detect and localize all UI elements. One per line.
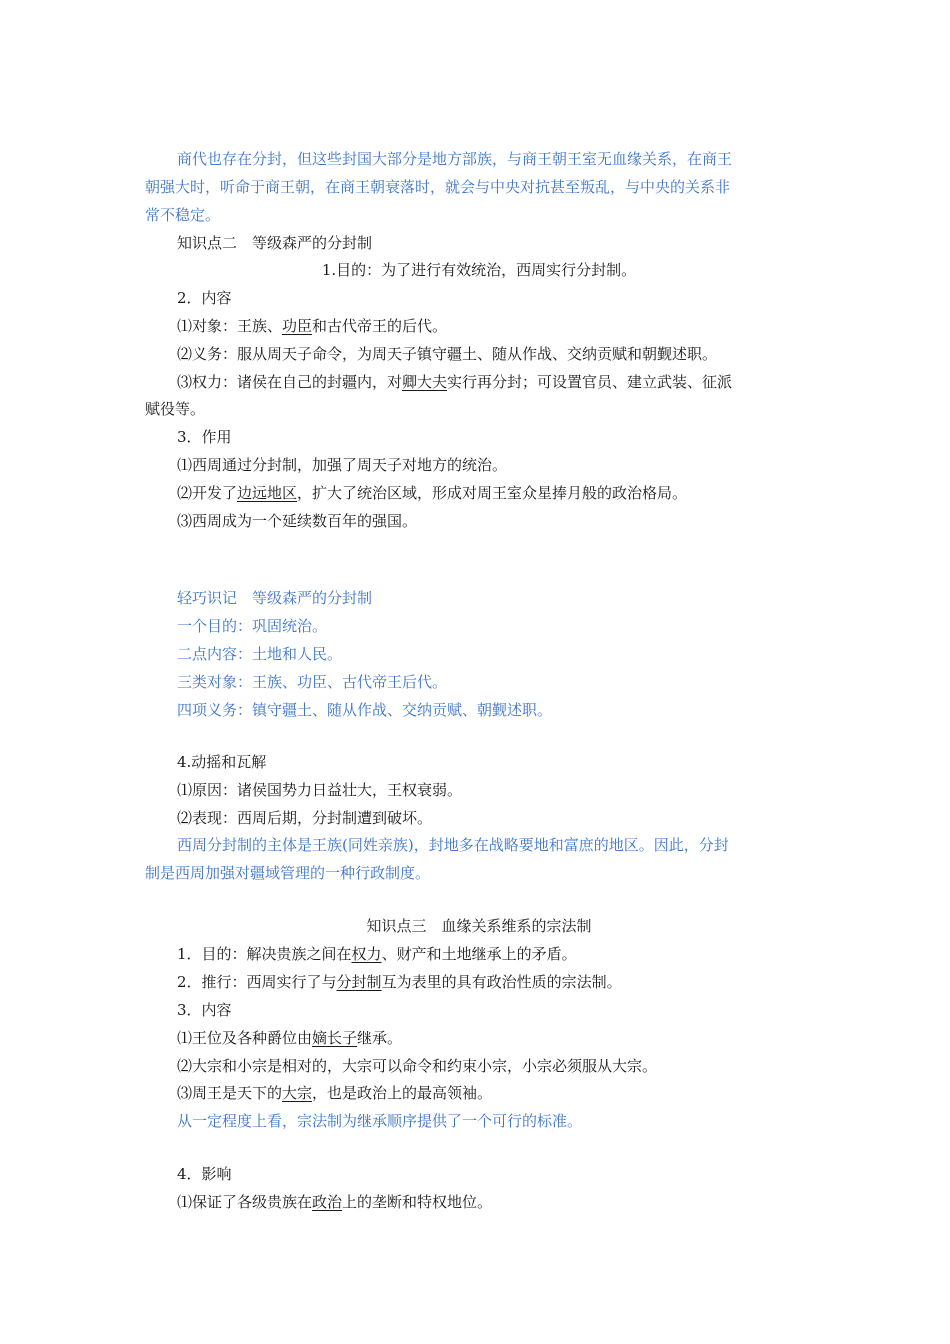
text: ⑶权力：诸侯在自己的封疆内，对 xyxy=(177,373,403,391)
underlined-term: 大宗 xyxy=(282,1084,313,1102)
kp3-content-1 xyxy=(177,1024,813,1052)
memo-item-1: 一个目的：巩固统治。 xyxy=(177,617,328,635)
kp2-effect-2 xyxy=(177,479,813,507)
underlined-term: 政治 xyxy=(312,1193,343,1211)
text: 1．目的：解决贵族之间在 xyxy=(177,945,352,963)
kp3-content-3 xyxy=(177,1079,813,1107)
kp2-power xyxy=(177,368,813,396)
kp3-content-2: ⑵大宗和小宗是相对的，大宗可以命令和约束小宗，小宗必须服从大宗。 xyxy=(177,1057,658,1075)
memo-item-3: 三类对象：王族、功臣、古代帝王后代。 xyxy=(177,673,448,691)
text: ，扩大了统治区域，形成对周王室众星捧月般的政治格局。 xyxy=(297,484,688,502)
memo-item-2: 二点内容：土地和人民。 xyxy=(177,645,343,663)
memo-item-4: 四项义务：镇守疆土、随从作战、交纳贡赋、朝觐述职。 xyxy=(177,701,553,719)
text: ⑴保证了各级贵族在 xyxy=(177,1193,313,1211)
kp3-note: 从一定程度上看，宗法制为继承顺序提供了一个可行的标准。 xyxy=(177,1112,583,1130)
underlined-term: 权力 xyxy=(351,945,382,963)
text: 继承。 xyxy=(357,1029,403,1047)
underlined-term: 分封制 xyxy=(336,973,382,991)
underlined-term: 嫡长子 xyxy=(312,1029,358,1047)
underlined-term: 功臣 xyxy=(282,317,313,335)
intro-note-line-1: 商代也存在分封，但这些封国大部分是地方部族，与商王朝王室无血缘关系，在商王 xyxy=(177,150,733,168)
decline-show: ⑵表现：西周后期，分封制遭到破坏。 xyxy=(177,809,433,827)
section-title-kp3: 知识点三 血缘关系维系的宗法制 xyxy=(366,917,592,935)
decline-cause: ⑴原因：诸侯国势力日益壮大，王权衰弱。 xyxy=(177,781,463,799)
kp2-power-cont: 赋役等。 xyxy=(145,400,206,418)
text: ⑴对象：王族、 xyxy=(177,317,283,335)
memo-title: 轻巧识记 等级森严的分封制 xyxy=(177,589,373,607)
kp3-purpose xyxy=(177,940,813,968)
kp2-content-heading: 2．内容 xyxy=(177,289,232,307)
decline-note-line-1: 西周分封制的主体是王族(同姓亲族)，封地多在战略要地和富庶的地区。因此，分封 xyxy=(177,836,729,854)
kp3-influence-heading: 4．影响 xyxy=(177,1165,232,1183)
section-title-kp2: 知识点二 等级森严的分封制 xyxy=(177,234,373,252)
kp2-duty: ⑵义务：服从周天子命令，为周天子镇守疆土、随从作战、交纳贡赋和朝觐述职。 xyxy=(177,345,718,363)
intro-note-line-3: 常不稳定。 xyxy=(145,206,221,224)
text: 上的垄断和特权地位。 xyxy=(342,1193,493,1211)
kp3-influence-1 xyxy=(177,1188,813,1216)
kp3-implement xyxy=(177,968,813,996)
text: ⑴王位及各种爵位由 xyxy=(177,1029,313,1047)
text: 和古代帝王的后代。 xyxy=(312,317,448,335)
kp2-effect-heading: 3．作用 xyxy=(177,428,232,446)
kp3-content-heading: 3．内容 xyxy=(177,1001,232,1019)
text: ⑶周王是天下的 xyxy=(177,1084,283,1102)
intro-note-line-2: 朝强大时，听命于商王朝，在商王朝衰落时，就会与中央对抗甚至叛乱，与中央的关系非 xyxy=(145,178,731,196)
decline-note-line-2: 制是西周加强对疆域管理的一种行政制度。 xyxy=(145,864,431,882)
text: 实行再分封；可设置官员、建立武装、征派 xyxy=(447,373,733,391)
text: 2．推行：西周实行了与 xyxy=(177,973,337,991)
text: ，也是政治上的最高领袖。 xyxy=(312,1084,493,1102)
text: ⑵开发了 xyxy=(177,484,238,502)
underlined-term: 卿大夫 xyxy=(402,373,448,391)
text: 、财产和土地继承上的矛盾。 xyxy=(381,945,577,963)
kp2-purpose: 1.目的：为了进行有效统治，西周实行分封制。 xyxy=(321,261,637,279)
kp2-object xyxy=(177,312,813,340)
kp2-effect-1: ⑴西周通过分封制，加强了周天子对地方的统治。 xyxy=(177,456,508,474)
underlined-term: 边远地区 xyxy=(237,484,298,502)
text: 互为表里的具有政治性质的宗法制。 xyxy=(381,973,622,991)
kp2-effect-3: ⑶西周成为一个延续数百年的强国。 xyxy=(177,512,418,530)
decline-heading: 4.动摇和瓦解 xyxy=(177,753,267,771)
